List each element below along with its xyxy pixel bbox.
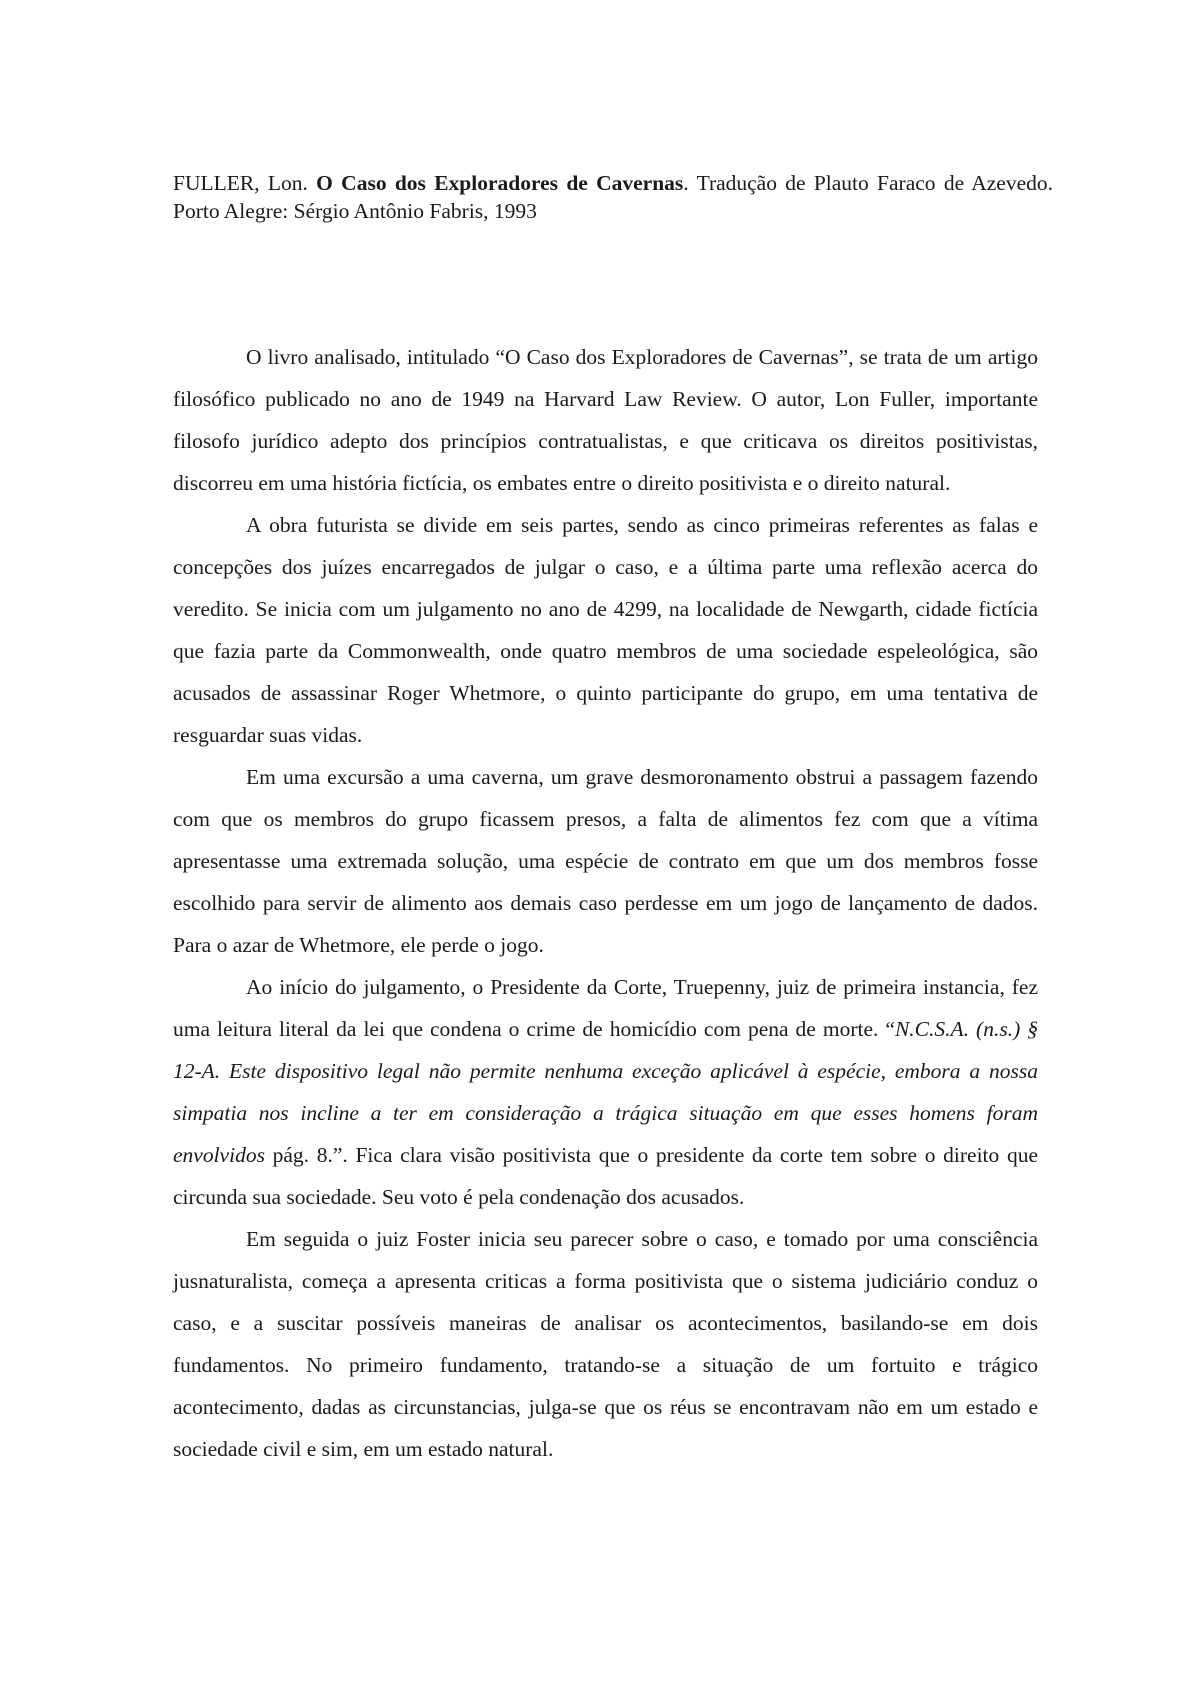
paragraph-3: Em uma excursão a uma caverna, um grave desmoronamento obstrui a passagem fazendo com que os membros do grupo ficassem presos, a falta de alimentos fez com que a vítima apresentasse uma extremada solução, uma espécie de contrato em que um dos membros fosse escolhido para servir de alimento aos demais caso perdesse em um jogo de lançamento de dados. Para o azar de Whetmore, ele perde o jogo. xyxy=(173,765,1038,957)
bibliographic-citation xyxy=(173,169,1053,225)
paragraph-1: O livro analisado, intitulado “O Caso dos Exploradores de Cavernas”, se trata de um artigo filosófico publicado no ano de 1949 na Harvard Law Review. O autor, Lon Fuller, importante filosofo jurídico adepto dos princípios contratualistas, e que criticava os direitos positivistas, discorreu em uma história fictícia, os embates entre o direito positivista e o direito natural. xyxy=(173,345,1038,495)
paragraph-2: A obra futurista se divide em seis partes, sendo as cinco primeiras referentes as falas e concepções dos juízes encarregados de julgar o caso, e a última parte uma reflexão acerca do veredito. Se inicia com um julgamento no ano de 4299, na localidade de Newgarth, cidade fictícia que fazia parte da Commonwealth, onde quatro membros de uma sociedade espeleológica, são acusados de assassinar Roger Whetmore, o quinto participante do grupo, em uma tentativa de resguardar suas vidas. xyxy=(173,513,1038,747)
paragraph-5: Em seguida o juiz Foster inicia seu parecer sobre o caso, e tomado por uma consciência jusnaturalista, começa a apresenta criticas a forma positivista que o sistema judiciário conduz o caso, e a suscitar possíveis maneiras de analisar os acontecimentos, basilando-se em dois fundamentos. No primeiro fundamento, tratando-se a situação de um fortuito e trágico acontecimento, dadas as circunstancias, julga-se que os réus se encontravam não em um estado e sociedade civil e sim, em um estado natural. xyxy=(173,1227,1038,1461)
citation-details: . Tradução de Plauto Faraco de Azevedo. Porto Alegre: Sérgio Antônio Fabris, 1993 xyxy=(173,171,1053,223)
paragraph-4-intro: Ao início do julgamento, o Presidente da Corte, Truepenny, juiz de primeira instancia, fez uma leitura literal da lei que condena o crime de homicídio com pena de morte. “ xyxy=(173,975,1038,1041)
citation-author: FULLER, Lon. xyxy=(173,171,317,195)
paragraph-4 xyxy=(173,966,1038,1218)
review-body xyxy=(173,336,1038,1470)
legal-quote: N.C.S.A. (n.s.) § 12-A. Este dispositivo legal não permite nenhuma exceção aplicável à espécie, embora a nossa simpatia nos incline a ter em consideração a trágica situação em que esses homens foram envolvidos xyxy=(173,1017,1039,1167)
citation-title: O Caso dos Exploradores de Cavernas xyxy=(316,171,684,195)
paragraph-4-conclusion: pág. 8.”. Fica clara visão positivista que o presidente da corte tem sobre o direito que circunda sua sociedade. Seu voto é pela condenação dos acusados. xyxy=(173,1143,1038,1209)
